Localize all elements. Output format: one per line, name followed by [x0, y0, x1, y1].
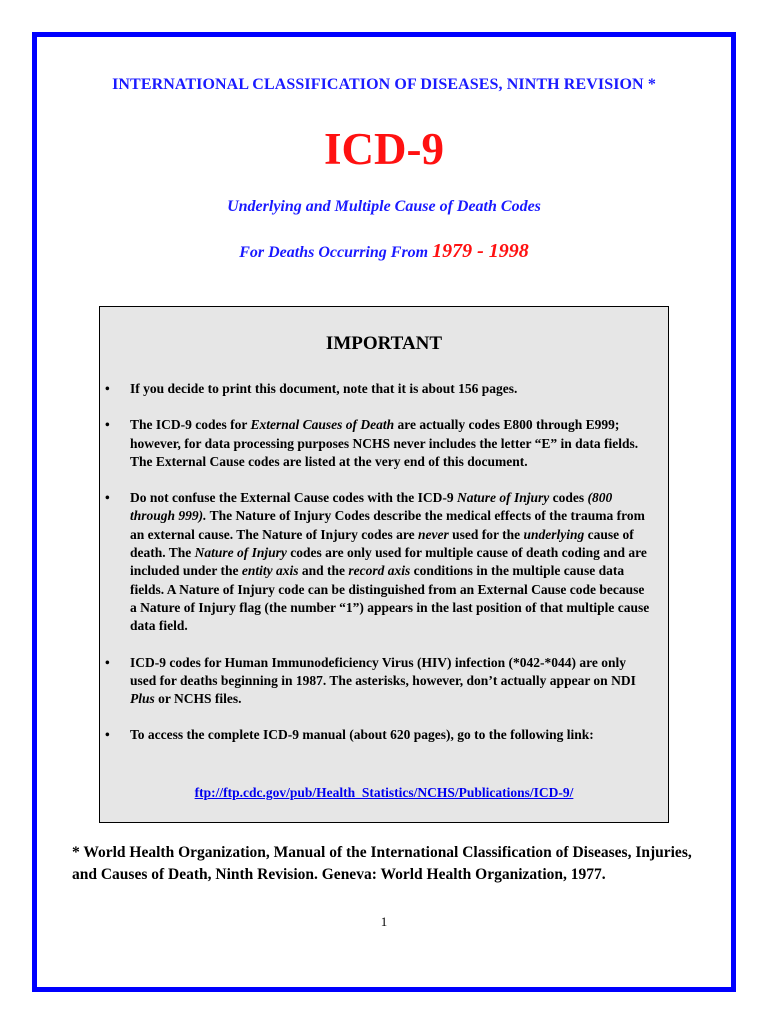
page-number: 1: [380, 914, 388, 929]
link-line: [100, 785, 668, 801]
footnote: * World Health Organization, Manual of the International Classification of Diseases, Injuries, and Causes of Death, Ninth Revision. Geneva: World Health Organization, 1977.: [72, 844, 692, 883]
bullet-icon: •: [105, 654, 110, 670]
bullet-text: conditions in the multiple cause data fields. A Nature of Injury code can be distinguished from an External Cause code because a Nature of Injury flag (the number “1”) appears in the last position of that multiple cause data field.: [130, 563, 650, 634]
italic-text: External Causes of Death: [250, 417, 395, 433]
bullet-item: [100, 726, 668, 744]
bullet-icon: •: [105, 381, 110, 396]
bullet-text: are actually codes E800 through E999; however, for data processing purposes NCHS never includes the letter “E” in data fields. The External Cause codes are listed at the very end of this document.: [130, 417, 639, 469]
icd9-manual-link[interactable]: ftp://ftp.cdc.gov/pub/Health_Statistics/NCHS/Publications/ICD-9/: [194, 785, 574, 800]
bullet-item: [100, 489, 668, 635]
bullet-text: used for the: [448, 526, 524, 542]
years-prefix: For Deaths Occurring From: [239, 244, 433, 261]
italic-text: record axis: [348, 563, 411, 579]
years-range: 1979 - 1998: [432, 240, 529, 262]
bullet-icon: •: [105, 490, 110, 506]
italic-text: Nature of Injury: [457, 490, 550, 506]
bullet-text: The Nature of Injury Codes describe the medical effects of the trauma from an external cause. The Nature of Injury codes are: [130, 508, 645, 542]
bullet-text: cause of death. The: [130, 526, 634, 561]
italic-text: Plus: [130, 691, 155, 707]
italic-text: entity axis: [241, 563, 299, 579]
bullet-text: Do not confuse the External Cause codes with the ICD-9: [130, 490, 457, 506]
bullet-text: The ICD-9 codes for: [130, 417, 251, 433]
bullet-text: If you decide to print this document, note that it is about 156 pages.: [130, 381, 518, 396]
italic-text: never: [417, 526, 449, 542]
bullet-icon: •: [105, 417, 110, 433]
important-bullet-list: [100, 380, 668, 763]
bullet-text: ICD-9 codes for Human Immunodeficiency Virus (HIV) infection (*042-*044) are only used for deaths beginning in 1987. The asterisks, however, don’t actually appear on NDI: [130, 654, 636, 688]
italic-text: underlying: [523, 526, 585, 542]
bullet-icon: •: [105, 727, 110, 743]
italic-text: Nature of Injury: [194, 545, 287, 561]
bullet-text: or NCHS files.: [154, 691, 242, 707]
bullet-text: codes are only used for multiple cause of death coding and are included under the: [130, 545, 647, 579]
years-line: [0, 240, 768, 263]
bullet-text: To access the complete ICD-9 manual (about 620 pages), go to the following link:: [130, 727, 594, 743]
bullet-item: [100, 380, 668, 398]
bullet-text: and the: [298, 563, 349, 579]
bullet-item: [100, 416, 668, 471]
classification-heading: INTERNATIONAL CLASSIFICATION OF DISEASES, NINTH REVISION *: [112, 76, 656, 93]
bullet-text: codes: [549, 490, 588, 506]
important-notice-box: [99, 306, 669, 823]
bullet-item: [100, 654, 668, 709]
document-subtitle: Underlying and Multiple Cause of Death Codes: [227, 198, 541, 215]
important-heading: IMPORTANT: [325, 333, 443, 354]
italic-text: (800 through 999).: [130, 490, 613, 524]
document-title: ICD-9: [324, 124, 444, 174]
